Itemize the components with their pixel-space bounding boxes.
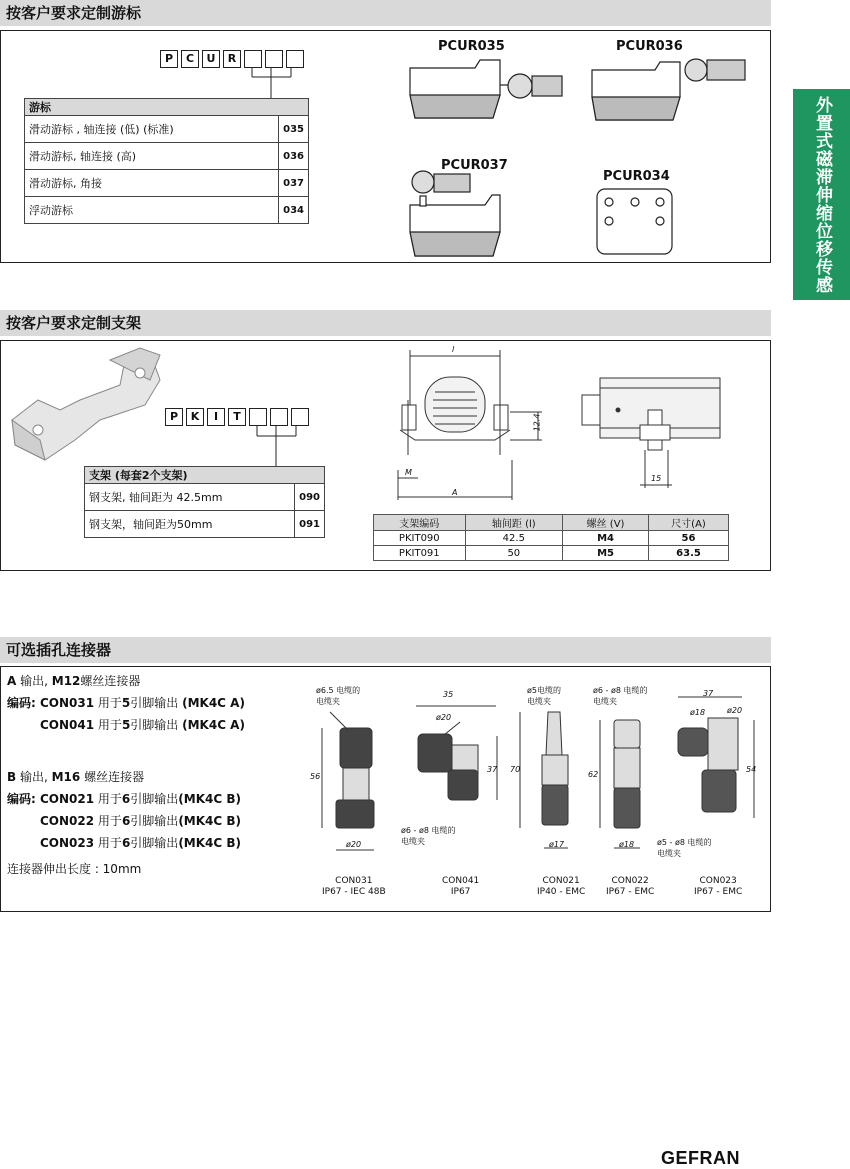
dim-value: ø20 (727, 706, 743, 715)
dim-h: 12.4 (532, 413, 542, 432)
dim-a: A (452, 488, 458, 497)
code-line: CON041 用于5引脚输出 (MK4C A) (40, 718, 245, 732)
section-title-bracket: 按客户要求定制支架 (0, 310, 771, 336)
table-row: PKIT091 50 M5 63.5 (374, 546, 729, 561)
length-note: 连接器伸出长度 : 10mm (7, 862, 142, 876)
dim-w: 15 (651, 474, 662, 483)
code-line: CON022 用于6引脚输出(MK4C B) (40, 814, 242, 828)
section-title-connectors: 可选插孔连接器 (0, 637, 771, 663)
dim-value: 62 (588, 770, 599, 779)
dim-value: 54 (746, 765, 757, 774)
drawing-label: PCUR037 (441, 158, 508, 173)
table-row: 浮动游标 034 (25, 197, 309, 224)
bracket-spec-table: 支架编码 轴间距 (l) 螺丝 (V) 尺寸(A) PKIT090 42.5 M4 56 PKIT091 50 M5 63.5 (373, 514, 729, 561)
dim-value: 70 (510, 765, 521, 774)
dim-value: 35 (443, 690, 454, 699)
drawing-label: PCUR036 (616, 39, 683, 54)
dim-value: ø20 (346, 840, 362, 849)
output-a-line: A 输出, M12螺丝连接器 (7, 674, 141, 688)
connector-caption: CON041 IP67 (442, 876, 480, 897)
label-clamp: 电缆夹 (527, 697, 551, 706)
label-cable: ø6 - ø8 电缆的 (401, 826, 456, 835)
code-letter: K (186, 408, 204, 426)
table-row: 滑动游标, 角接 037 (25, 170, 309, 197)
connector-caption: CON021 IP40 - EMC (537, 876, 586, 897)
connector-caption: CON031 IP67 - IEC 48B (322, 876, 386, 897)
code-letter: P (165, 408, 183, 426)
code-letter: U (202, 50, 220, 68)
dim-value: ø18 (619, 840, 635, 849)
brand-logo: GEFRAN (661, 1148, 740, 1168)
label-cable: ø5 - ø8 电缆的 (657, 838, 712, 847)
label-cable: ø5电缆的 (527, 686, 561, 695)
dim-m: M (405, 468, 412, 477)
code-letter: T (228, 408, 246, 426)
connector-caption: CON023 IP67 - EMC (694, 876, 743, 897)
code-letter: C (181, 50, 199, 68)
dim-value: 37 (703, 689, 714, 698)
section-title-cursor: 按客户要求定制游标 (0, 0, 771, 26)
table-row: 钢支架, 轴间距为 42.5mm 090 (85, 484, 325, 511)
dim-value: 56 (310, 772, 321, 781)
connector-caption: CON022 IP67 - EMC (606, 876, 655, 897)
code-letter: P (160, 50, 178, 68)
code-line: 编码: CON031 用于5引脚输出 (MK4C A) (7, 696, 245, 710)
dim-value: ø20 (436, 713, 452, 722)
table-header: 游标 (25, 99, 309, 116)
label-cable: ø6 - ø8 电缆的 (593, 686, 648, 695)
dim-value: ø17 (549, 840, 565, 849)
table-header: 支架 (每套2个支架) (85, 467, 325, 484)
code-line: CON023 用于6引脚输出(MK4C B) (40, 836, 242, 850)
table-row: 滑动游标 , 轴连接 (低) (标准) 035 (25, 116, 309, 143)
code-letter: I (207, 408, 225, 426)
table-row: PKIT090 42.5 M4 56 (374, 531, 729, 546)
dim-value: 37 (487, 765, 498, 774)
label-clamp: 电缆夹 (316, 697, 340, 706)
label-clamp: 电缆夹 (657, 849, 681, 858)
table-row: 滑动游标, 轴连接 (高) 036 (25, 143, 309, 170)
dim-l: l (452, 345, 455, 354)
label-cable: ø6.5 电缆的 (316, 686, 361, 695)
dim-value: ø18 (690, 708, 706, 717)
drawing-label: PCUR034 (603, 169, 670, 184)
code-line: 编码: CON021 用于6引脚输出(MK4C B) (7, 792, 241, 806)
table-row: 钢支架，轴间距为50mm 091 (85, 511, 325, 538)
code-letter: R (223, 50, 241, 68)
label-clamp: 电缆夹 (401, 837, 425, 846)
category-side-tab: 外置式磁滞伸缩位移传感 (793, 89, 850, 300)
drawing-label: PCUR035 (438, 39, 505, 54)
label-clamp: 电缆夹 (593, 697, 617, 706)
output-b-line: B 输出, M16 螺丝连接器 (7, 770, 145, 784)
